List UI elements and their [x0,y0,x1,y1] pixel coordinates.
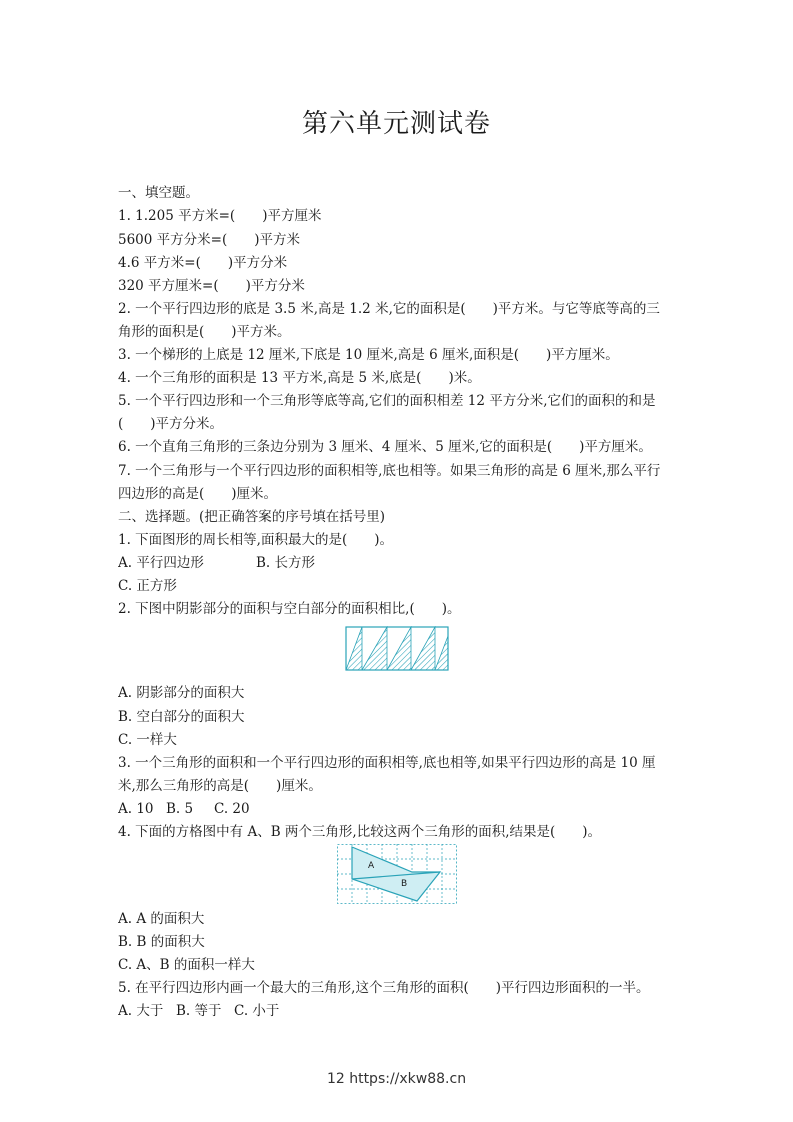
section-heading-choice: 二、选择题。(把正确答案的序号填在括号里) [118,509,386,525]
option-c: C. A、B 的面积一样大 [118,957,255,973]
option-row [118,1002,279,1020]
question-line: 4.6 平方米=( )平方分米 [118,255,288,271]
question-line: 7. 一个三角形与一个平行四边形的面积相等,底也相等。如果三角形的高是 6 厘米,那么平行 [118,463,661,479]
question-line: 1. 下面图形的周长相等,面积最大的是( )。 [118,532,393,548]
option-b: B. 等于 [176,1003,222,1019]
option-a: A. 10 [118,801,154,817]
question-line: 2. 下图中阴影部分的面积与空白部分的面积相比,( )。 [118,601,461,617]
option-a: A. 大于 [118,1003,164,1019]
question-line: 2. 一个平行四边形的底是 3.5 米,高是 1.2 米,它的面积是( )平方米。与它等底等高的三 [118,301,660,317]
question-line: 320 平方厘米=( )平方分米 [118,278,305,294]
page-title: 第六单元测试卷 [301,109,491,139]
question-line: 5. 在平行四边形内画一个最大的三角形,这个三角形的面积( )平行四边形面积的一半。 [118,980,650,996]
option-b: B. 5 [166,801,194,817]
triangle-label-b: B [401,879,408,889]
question-line: 6. 一个直角三角形的三条边分别为 3 厘米、4 厘米、5 厘米,它的面积是( )平方厘米。 [118,439,652,455]
option-a: A. 平行四边形 [118,555,204,571]
question-line: 1. 1.205 平方米=( )平方厘米 [118,208,322,224]
option-b: B. 空白部分的面积大 [118,709,245,725]
option-row [118,554,315,572]
question-line: ( )平方分米。 [118,416,224,432]
option-b: B. 长方形 [256,555,316,571]
option-c: C. 一样大 [118,732,177,748]
question-line: 5. 一个平行四边形和一个三角形等底等高,它们的面积相差 12 平方分米,它们的面积的和是 [118,393,656,409]
option-c: C. 小于 [234,1003,280,1019]
shaded-triangles-figure [345,626,449,671]
question-line: 角形的面积是( )平方米。 [118,324,291,340]
question-line: 米,那么三角形的高是( )厘米。 [118,778,322,794]
option-c: C. 20 [214,801,250,817]
option-a: A. 阴影部分的面积大 [118,685,245,701]
question-line: 4. 下面的方格图中有 A、B 两个三角形,比较这两个三角形的面积,结果是( )。 [118,824,602,840]
question-line: 3. 一个三角形的面积和一个平行四边形的面积相等,底也相等,如果平行四边形的高是 10 厘 [118,755,656,771]
section-heading-fill-in: 一、填空题。 [118,185,199,201]
question-line: 5600 平方分米=( )平方米 [118,232,300,248]
question-line: 四边形的高是( )厘米。 [118,486,278,502]
question-line: 4. 一个三角形的面积是 13 平方米,高是 5 米,底是( )米。 [118,370,481,386]
option-row [118,800,250,818]
option-a: A. A 的面积大 [118,911,205,927]
option-c: C. 正方形 [118,578,177,594]
page-footer: 12 https://xkw88.cn [326,1071,467,1087]
grid-triangles-figure [337,844,457,904]
triangle-label-a: A [368,861,375,871]
question-line: 3. 一个梯形的上底是 12 厘米,下底是 10 厘米,高是 6 厘米,面积是( )平方厘米。 [118,347,619,363]
option-b: B. B 的面积大 [118,934,205,950]
